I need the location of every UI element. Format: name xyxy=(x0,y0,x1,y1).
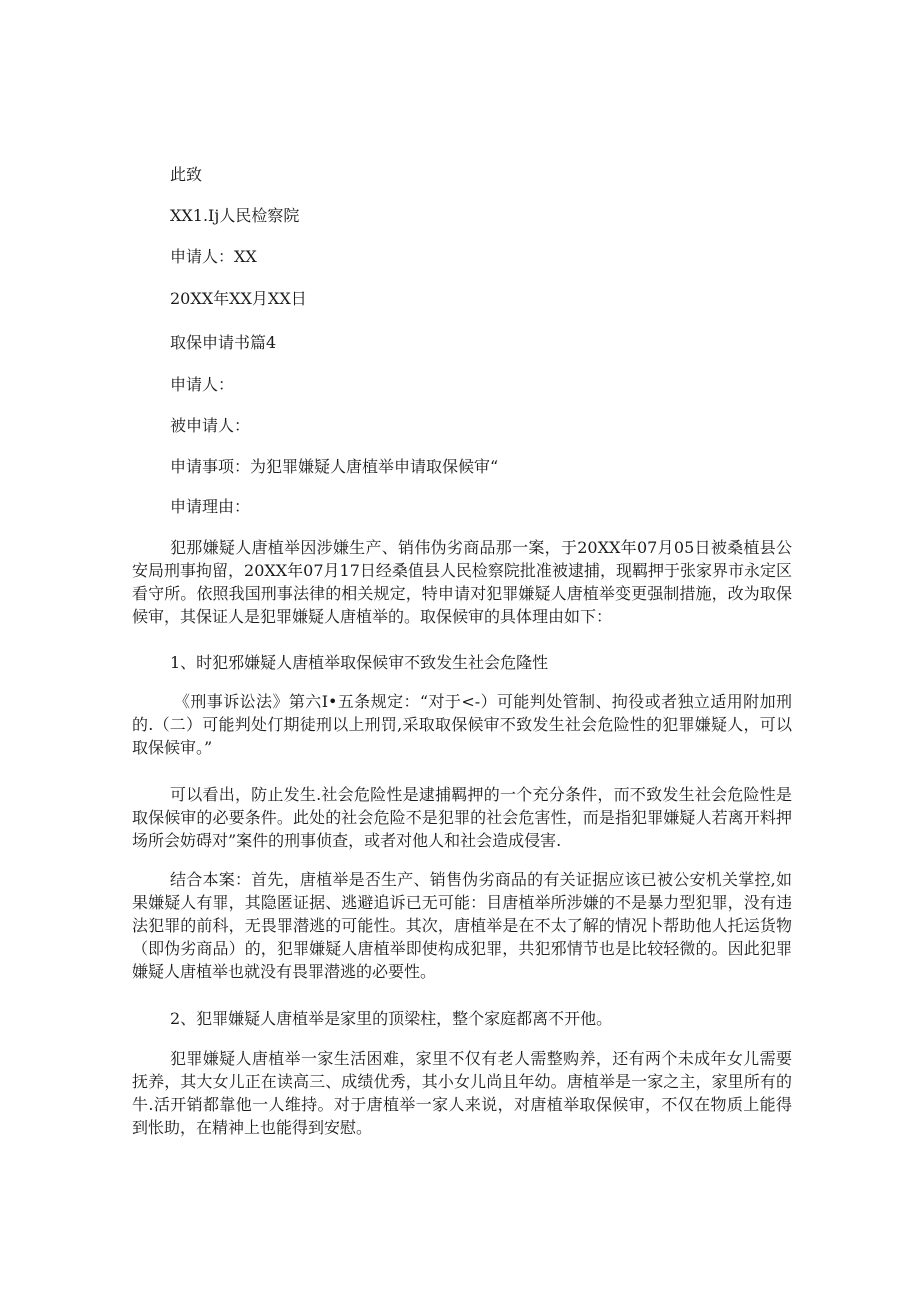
respondent-field: 被申请人： xyxy=(170,416,251,435)
applicant-field: 申请人： xyxy=(170,375,235,394)
analysis-paragraph: 可以看出，防止发生.社会危险性是逮捕羁押的一个充分条件，而不致发生社会危险性是取保候审的必要条件。此处的社会危险不是犯罪的社会危害性，而是指犯罪嫌疑人若离开料押场所会妨碍对”案件的刑事侦查，或者对他人和社会造成侵害. xyxy=(132,785,792,850)
reason-label: 申请理由： xyxy=(170,497,251,516)
point2-heading: 2、犯罪嫌疑人唐植举是家里的顶梁柱，整个家庭都离不开他。 xyxy=(170,1009,613,1028)
case-analysis-paragraph: 结合本案：首先，唐植举是否生产、销售伪劣商品的有关证据应该已被公安机关掌控,如果嫌疑人有罪，其隐匿证据、逃避追诉已无可能：目唐植举所涉嫌的不是暴力型犯罪，没有违法犯罪的前科，无畏罪潜逃的可能性。其次，唐植举是在不太了解的情况卜帮助他人托运货物（即伪劣商品）的，犯罪嫌疑人唐植举即使构成犯罪，共犯邪情节也是比较轻微的。因此犯罪嫌疑人唐植举也就没有畏罪潜逃的必要性。 xyxy=(132,870,792,981)
point1-heading: 1、时犯邪嫌疑人唐植举取保候审不致发生社会危隆性 xyxy=(170,653,549,672)
recipient-procuratorate: XX1.Ij人民检察院 xyxy=(170,206,300,225)
signature-date: 20XX年XX月XX日 xyxy=(170,289,307,308)
applicant-signature: 申请人：XX xyxy=(170,247,257,266)
law-quote-paragraph: 《刑事诉讼法》第六I•五条规定：“对于<-）可能判处管制、拘役或者独立适用附加刑的.（二）可能判处仃期徒刑以上刑罚,采取取保候审不致发生社会危险性的犯罪嫌疑人，可以取保候审。” xyxy=(132,692,792,757)
matter-field: 申请事项：为犯罪嫌疑人唐植举申请取保候审“ xyxy=(170,457,499,476)
closing-salutation: 此致 xyxy=(170,165,203,184)
intro-paragraph: 犯那嫌疑人唐植举因涉嫌生产、销伟伪劣商品那一案，于20XX年07月05日被桑植县公安局刑事拘留，20XX年07月17日经桑值县人民检察院批准被逮捕，现羁押于张家界市永定区看守所。依照我国刑事法律的相关规定，特申请对犯罪嫌疑人唐植举变更强制措施，改为取保候审，其保证人是犯罪嫌疑人唐植举的。取保候审的具体理由如下： xyxy=(132,538,792,626)
family-paragraph: 犯罪嫌疑人唐植举一家生活困难，家里不仅有老人需整购养，还有两个未成年女儿需要抚养，其大女儿正在读高三、成绩优秀，其小女儿尚且年幼。唐植举是一家之主，家里所有的牛.活开销都靠他一人维持。对于唐植举一家人来说，对唐植举取保候审，不仅在物质上能得到怅助，在精神上也能得到安慰。 xyxy=(132,1049,792,1137)
section-title: 取保申请书篇4 xyxy=(170,333,277,352)
